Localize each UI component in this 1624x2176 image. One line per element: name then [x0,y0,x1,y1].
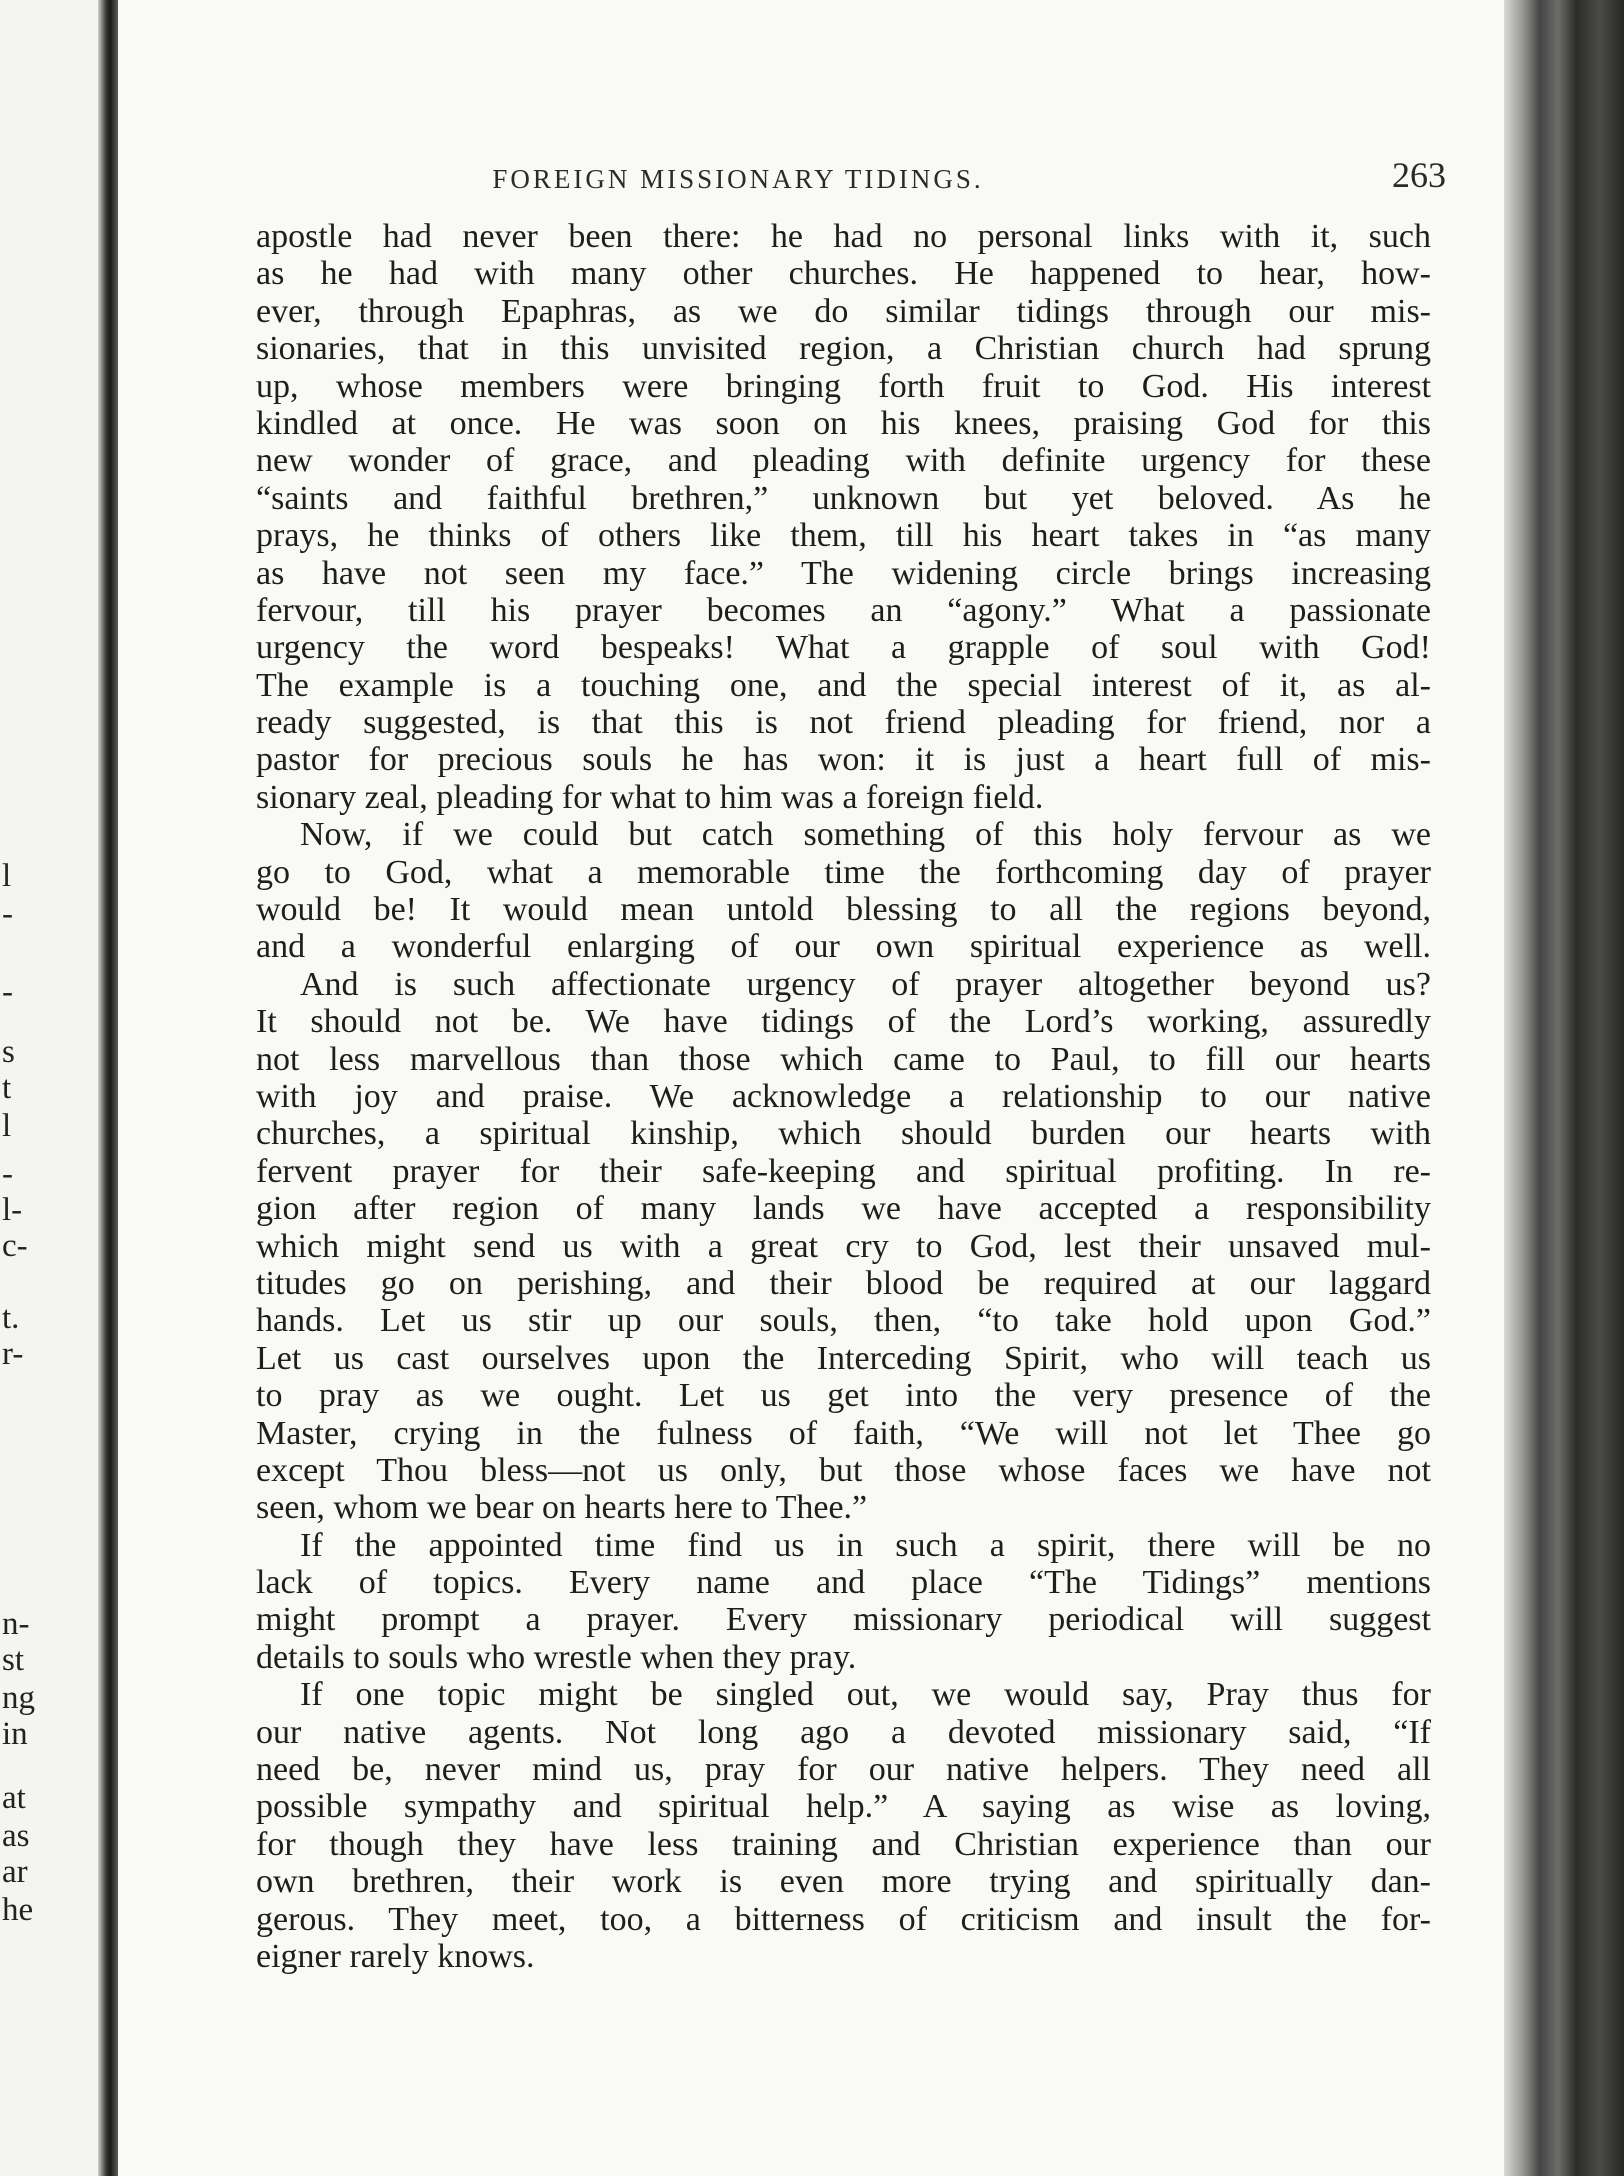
text-line: titudes go on perishing, and their blood be required at our laggard [256,1264,1431,1302]
text-line: Let us cast ourselves upon the Interceding Spirit, who will teach us [256,1339,1431,1377]
text-line: eigner rarely knows. [256,1937,535,1975]
text-line: fervour, till his prayer becomes an “agony.” What a passionate [256,591,1431,629]
text-line: for though they have less training and Christian experience than our [256,1825,1431,1863]
text-line: seen, whom we bear on hearts here to Thee.” [256,1489,868,1527]
text-line: sionary zeal, pleading for what to him was a foreign field. [256,778,1044,816]
text-line: apostle had never been there: he had no personal links with it, such [256,218,1431,255]
page-header [118,155,1504,200]
text-line: would be! It would mean untold blessing to all the regions beyond, [256,891,1431,929]
text-line: gion after region of many lands we have accepted a responsibility [256,1190,1431,1228]
facing-page-fragment: t [2,1070,12,1106]
text-line: churches, a spiritual kinship, which should burden our hearts with [256,1115,1431,1153]
facing-page-fragment: ng [2,1680,35,1716]
facing-page-fragment: st [2,1642,25,1678]
text-line: up, whose members were bringing forth fruit to God. His interest [256,367,1431,405]
text-line: new wonder of grace, and pleading with definite urgency for these [256,442,1431,480]
text-line: ready suggested, is that this is not friend pleading for friend, nor a [256,704,1431,742]
facing-page-fragment: t. [2,1300,20,1336]
text-line: go to God, what a memorable time the forthcoming day of prayer [256,853,1431,891]
facing-page-fragment: s [2,1034,15,1070]
text-line: ever, through Epaphras, as we do similar tidings through our mis- [256,292,1431,330]
page-number: 263 [1392,155,1446,195]
text-line: as have not seen my face.” The widening circle brings increasing [256,554,1431,592]
text-line: own brethren, their work is even more trying and spiritually dan- [256,1863,1431,1901]
text-line: need be, never mind us, pray for our native helpers. They need all [256,1751,1431,1789]
text-line: our native agents. Not long ago a devoted missionary said, “If [256,1713,1431,1751]
text-line: prays, he thinks of others like them, till his heart takes in “as many [256,517,1431,555]
text-line: The example is a touching one, and the special interest of it, as al- [256,666,1431,704]
facing-page-fragment: - [2,896,13,932]
text-line: And is such affectionate urgency of prayer altogether beyond us? [300,965,1431,1003]
facing-page-text-fragments [0,0,100,2176]
running-title: FOREIGN MISSIONARY TIDINGS. [492,164,984,194]
book-edge [1504,0,1624,2176]
facing-page-fragment: ar [2,1854,28,1890]
facing-page-fragment: l [2,1108,12,1144]
book-gutter [98,0,118,2176]
text-line: hands. Let us stir up our souls, then, “to take hold upon God.” [256,1302,1431,1340]
text-line: which might send us with a great cry to God, lest their unsaved mul- [256,1227,1431,1265]
facing-page-fragment: r- [2,1336,24,1372]
text-line: except Thou bless—not us only, but those whose faces we have not [256,1451,1431,1489]
text-line: might prompt a prayer. Every missionary periodical will suggest [256,1601,1431,1639]
text-line: Master, crying in the fulness of faith, “We will not let Thee go [256,1414,1431,1452]
text-line: If one topic might be singled out, we would say, Pray thus for [300,1676,1431,1714]
text-line: with joy and praise. We acknowledge a relationship to our native [256,1077,1431,1115]
facing-page-fragment: l- [2,1192,23,1228]
facing-page-fragment: n- [2,1606,30,1642]
text-line: Now, if we could but catch something of this holy fervour as we [300,816,1431,854]
facing-page [0,0,104,2176]
text-line: fervent prayer for their safe-keeping and spiritual profiting. In re- [256,1152,1431,1190]
facing-page-fragment: in [2,1716,28,1752]
facing-page-fragment: as [2,1818,30,1854]
text-line: kindled at once. He was soon on his knees, praising God for this [256,404,1431,442]
text-line: to pray as we ought. Let us get into the very presence of the [256,1377,1431,1415]
facing-page-fragment: he [2,1892,34,1928]
facing-page-fragment: at [2,1780,26,1816]
book-page [118,0,1504,2176]
text-line: and a wonderful enlarging of our own spiritual experience as well. [256,928,1431,966]
facing-page-fragment: c- [2,1228,28,1264]
text-line: lack of topics. Every name and place “The Tidings” mentions [256,1564,1431,1602]
text-line: not less marvellous than those which came to Paul, to fill our hearts [256,1040,1431,1078]
facing-page-fragment: - [2,1156,13,1192]
facing-page-fragment: - [2,974,13,1010]
text-line: It should not be. We have tidings of the Lord’s working, assuredly [256,1003,1431,1041]
facing-page-fragment: l [2,858,12,894]
text-line: gerous. They meet, too, a bitterness of criticism and insult the for- [256,1900,1431,1938]
text-line: If the appointed time find us in such a spirit, there will be no [300,1526,1431,1564]
text-line: sionaries, that in this unvisited region, a Christian church had sprung [256,330,1431,368]
text-line: urgency the word bespeaks! What a grapple of soul with God! [256,629,1431,667]
text-line: pastor for precious souls he has won: it is just a heart full of mis- [256,741,1431,779]
text-line: “saints and faithful brethren,” unknown but yet beloved. As he [256,479,1431,517]
body-text [256,218,1431,1975]
text-line: details to souls who wrestle when they pray. [256,1638,857,1676]
text-line: possible sympathy and spiritual help.” A saying as wise as loving, [256,1788,1431,1826]
text-line: as he had with many other churches. He happened to hear, how- [256,255,1431,293]
